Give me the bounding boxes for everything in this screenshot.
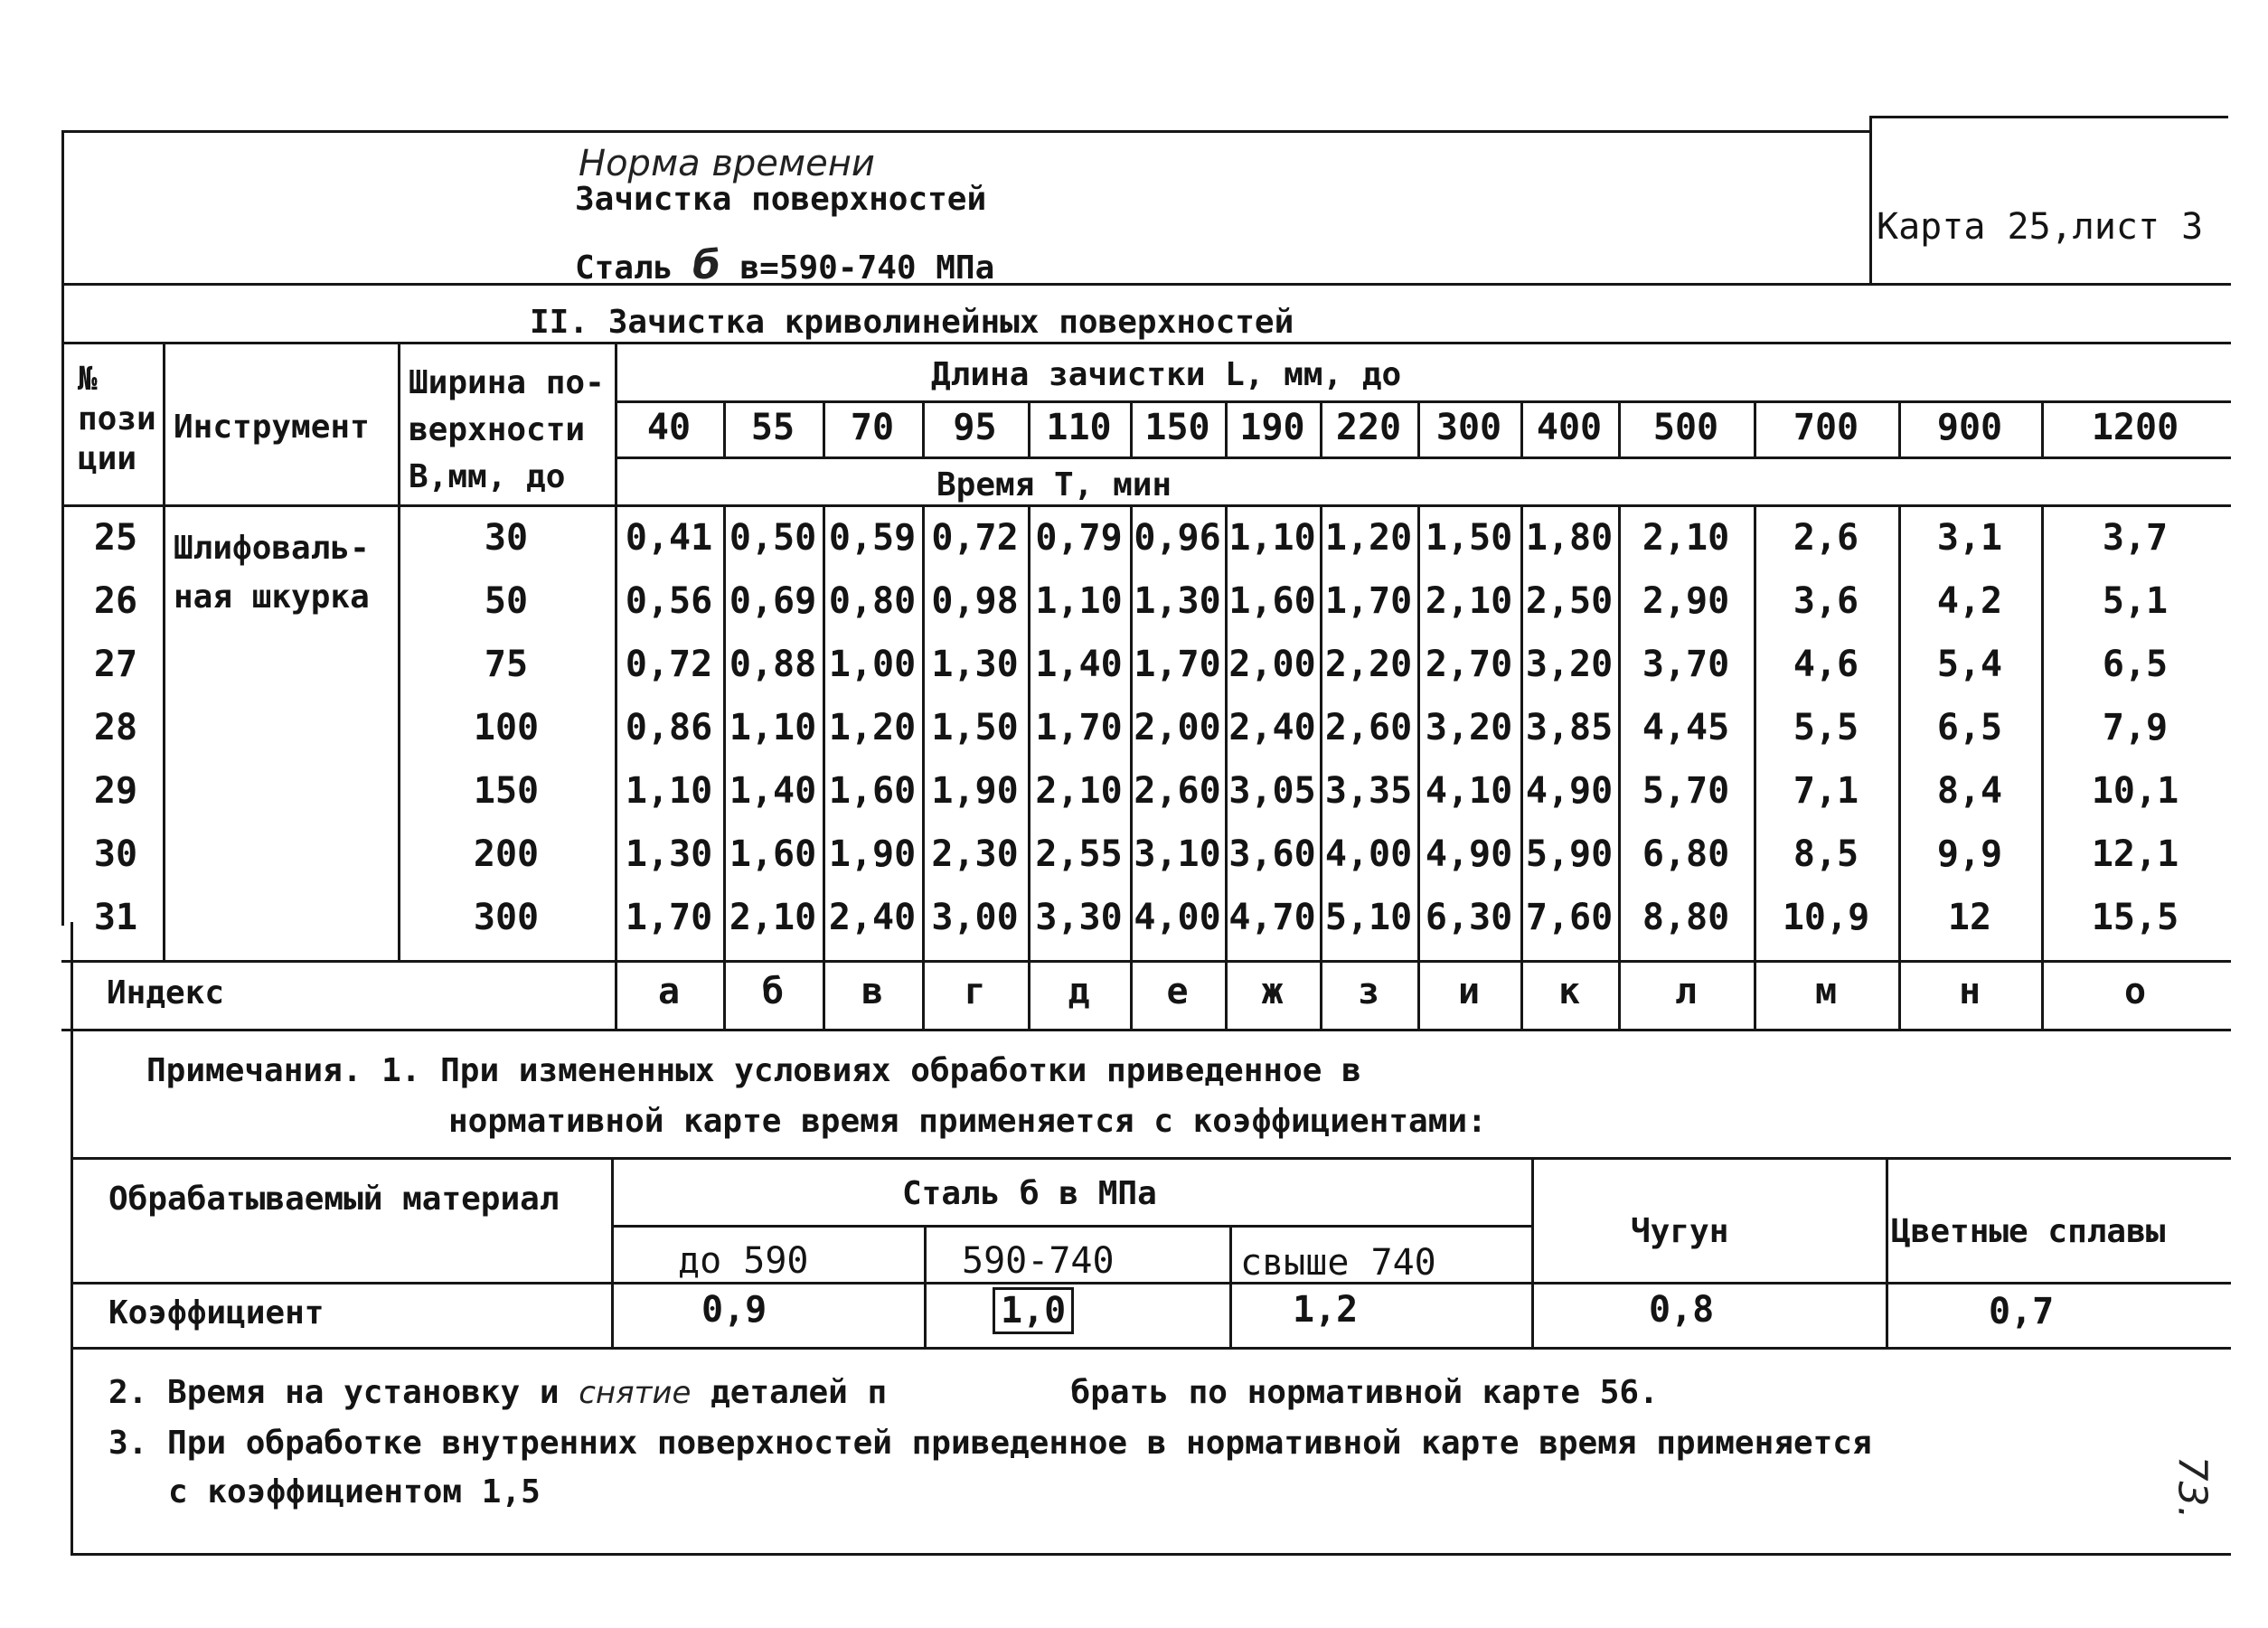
time-value-cell: 4,70 [1228,897,1316,938]
time-value-cell: 3,60 [1228,833,1316,875]
index-cell: д [1068,971,1090,1012]
steel-col-590-740: 590-740 [962,1240,1115,1282]
position-cell: 31 [93,897,138,938]
steel-col-upto-590: до 590 [678,1240,809,1282]
note-2 [108,1374,1659,1411]
steel-col-over-740: свыше 740 [1240,1242,1436,1284]
time-value-cell: 4,45 [1642,707,1730,748]
time-value-cell: 5,1 [2102,580,2169,622]
time-value-cell: 1,10 [625,770,713,812]
note-2-part-c: брать по нормативной карте 56. [1070,1374,1659,1411]
length-header: Длина зачистки L, мм, до [931,356,1402,393]
index-cell: ж [1261,971,1284,1012]
time-value-cell: 2,6 [1793,517,1859,559]
steel-group-header: Сталь б в МПа [902,1175,1157,1212]
time-value-cell: 1,80 [1525,517,1614,559]
time-value-cell: 3,30 [1035,897,1123,938]
time-value-cell: 6,5 [2102,644,2169,685]
time-value-cell: 1,30 [625,833,713,875]
time-value-cell: 3,10 [1134,833,1221,875]
time-value-cell: 1,60 [1228,580,1316,622]
time-value-cell: 5,70 [1642,770,1730,812]
time-value-cell: 1,40 [1035,644,1123,685]
coef-over-740: 1,2 [1293,1289,1359,1331]
length-cell: 700 [1793,407,1859,448]
time-value-cell: 0,41 [625,517,713,559]
time-header: Время Т, мин [936,466,1172,503]
time-value-cell: 1,30 [1134,580,1221,622]
card-reference: Карта 25,лист 3 [1877,206,2204,248]
index-cell: б [761,971,785,1012]
length-cell: 1200 [2091,407,2179,448]
time-value-cell: 0,98 [931,580,1019,622]
length-cell: 110 [1046,407,1112,448]
time-value-cell: 7,1 [1793,770,1859,812]
note-3-line-1: 3. При обработке внутренних поверхностей приведенное в нормативной карте время применяется [108,1425,1872,1462]
length-cell: 40 [646,407,692,448]
time-value-cell: 2,00 [1134,707,1221,748]
index-cell: м [1814,971,1838,1012]
time-value-cell: 0,96 [1134,517,1221,559]
tool-name: Шлифоваль- ная шкурка [174,530,370,616]
time-value-cell: 3,70 [1642,644,1730,685]
index-cell: е [1166,971,1189,1012]
width-cell: 50 [484,580,529,622]
time-value-cell: 3,1 [1936,517,2003,559]
time-value-cell: 1,70 [1324,580,1413,622]
note-1-line-2: нормативной карте время применяется с коэффициентами: [448,1103,1487,1140]
time-value-cell: 1,30 [931,644,1019,685]
coef-nonferrous: 0,7 [1989,1291,2055,1332]
steel-prefix: Сталь [575,249,673,287]
time-value-cell: 0,79 [1035,517,1123,559]
width-cell: 300 [473,897,540,938]
section-title: II. Зачистка криволинейных поверхностей [530,304,1294,341]
width-cell: 100 [473,707,540,748]
time-value-cell: 3,00 [931,897,1019,938]
time-value-cell: 6,5 [1936,707,2003,748]
time-value-cell: 5,90 [1525,833,1614,875]
time-value-cell: 8,5 [1793,833,1859,875]
time-value-cell: 0,88 [729,644,817,685]
time-value-cell: 5,4 [1936,644,2003,685]
index-cell: в [861,971,884,1012]
coef-upto-590: 0,9 [701,1289,767,1331]
time-value-cell: 1,70 [625,897,713,938]
time-value-cell: 1,20 [828,707,917,748]
time-value-cell: 1,90 [931,770,1019,812]
time-value-cell: 5,10 [1324,897,1413,938]
time-value-cell: 3,20 [1525,644,1614,685]
length-cell: 70 [850,407,895,448]
steel-suffix: в=590-740 МПа [739,249,995,287]
note-1-line-1: Примечания. 1. При измененных условиях обработки приведенное в [146,1052,1361,1089]
time-value-cell: 1,50 [931,707,1019,748]
time-value-cell: 1,10 [729,707,817,748]
width-column-header: Ширина по- верхности В,мм, до [409,364,605,495]
tool-column-header: Инструмент [174,409,370,446]
time-value-cell: 10,1 [2091,770,2179,812]
coef-cast-iron: 0,8 [1649,1289,1715,1331]
length-cell: 500 [1652,407,1719,448]
note-3-line-2: с коэффициентом 1,5 [168,1473,541,1510]
time-value-cell: 4,2 [1936,580,2003,622]
time-value-cell: 2,20 [1324,644,1413,685]
time-value-cell: 1,10 [1228,517,1316,559]
time-value-cell: 0,69 [729,580,817,622]
time-value-cell: 4,10 [1425,770,1513,812]
time-value-cell: 2,30 [931,833,1019,875]
length-cell: 300 [1435,407,1502,448]
index-cell: з [1357,971,1380,1012]
time-value-cell: 2,10 [1642,517,1730,559]
index-cell: л [1674,971,1698,1012]
time-value-cell: 1,40 [729,770,817,812]
index-cell: н [1958,971,1981,1012]
nonferrous-header: Цветные сплавы [1891,1213,2166,1250]
coef-590-740: 1,0 [993,1287,1074,1334]
coefficient-label: Коэффициент [108,1294,325,1332]
time-value-cell: 5,5 [1793,707,1859,748]
time-value-cell: 3,20 [1425,707,1513,748]
time-value-cell: 7,9 [2102,707,2169,748]
index-cell: о [2123,971,2147,1012]
position-cell: 28 [93,707,138,748]
note-2-part-a: 2. Время на установку и [108,1374,560,1411]
time-value-cell: 0,56 [625,580,713,622]
sigma-symbol: б [692,242,720,288]
position-cell: 26 [93,580,138,622]
time-value-cell: 4,6 [1793,644,1859,685]
time-value-cell: 3,6 [1793,580,1859,622]
length-cell: 95 [953,407,997,448]
time-value-cell: 6,30 [1425,897,1513,938]
time-value-cell: 1,60 [729,833,817,875]
time-value-cell: 2,90 [1642,580,1730,622]
time-value-cell: 0,80 [828,580,917,622]
note-2-part-b: деталей п [711,1374,888,1411]
position-cell: 27 [93,644,138,685]
time-value-cell: 1,70 [1134,644,1221,685]
width-cell: 200 [473,833,540,875]
length-cell: 900 [1936,407,2003,448]
time-value-cell: 3,85 [1525,707,1614,748]
length-cell: 55 [750,407,795,448]
time-value-cell: 15,5 [2091,897,2179,938]
page-number: 73. [2169,1455,2216,1520]
document-title: Зачистка поверхностей [575,181,987,218]
index-cell: и [1457,971,1481,1012]
position-cell: 30 [93,833,138,875]
time-value-cell: 1,60 [828,770,917,812]
time-value-cell: 4,90 [1525,770,1614,812]
time-value-cell: 2,00 [1228,644,1316,685]
note-2-handwritten: снятие [579,1375,692,1411]
width-cell: 30 [484,517,529,559]
time-value-cell: 2,40 [828,897,917,938]
time-value-cell: 1,90 [828,833,917,875]
time-value-cell: 0,59 [828,517,917,559]
time-value-cell: 0,86 [625,707,713,748]
time-value-cell: 0,72 [625,644,713,685]
time-value-cell: 0,72 [931,517,1019,559]
time-value-cell: 4,00 [1324,833,1413,875]
cast-iron-header: Чугун [1631,1213,1729,1250]
time-value-cell: 2,55 [1035,833,1123,875]
time-value-cell: 12,1 [2091,833,2179,875]
time-value-cell: 8,80 [1642,897,1730,938]
time-value-cell: 1,50 [1425,517,1513,559]
index-cell: к [1557,971,1581,1012]
steel-grade-line [575,242,994,288]
time-value-cell: 0,50 [729,517,817,559]
time-value-cell: 2,70 [1425,644,1513,685]
time-value-cell: 2,60 [1324,707,1413,748]
width-cell: 75 [484,644,529,685]
length-cell: 150 [1144,407,1210,448]
time-value-cell: 2,50 [1525,580,1614,622]
time-value-cell: 2,10 [729,897,817,938]
time-value-cell: 4,00 [1134,897,1221,938]
length-cell: 400 [1536,407,1603,448]
time-value-cell: 6,80 [1642,833,1730,875]
time-value-cell: 1,70 [1035,707,1123,748]
length-cell: 190 [1239,407,1305,448]
time-value-cell: 3,05 [1228,770,1316,812]
time-value-cell: 1,20 [1324,517,1413,559]
time-value-cell: 4,90 [1425,833,1513,875]
time-value-cell: 1,10 [1035,580,1123,622]
time-value-cell: 7,60 [1525,897,1614,938]
position-cell: 25 [93,517,138,559]
time-value-cell: 3,7 [2102,517,2169,559]
time-value-cell: 2,10 [1425,580,1513,622]
position-cell: 29 [93,770,138,812]
handwritten-title: Норма времени [579,143,875,184]
time-value-cell: 2,40 [1228,707,1316,748]
index-label: Индекс [107,974,225,1012]
time-value-cell: 12 [1947,897,1992,938]
index-cell: г [964,971,986,1012]
time-value-cell: 10,9 [1782,897,1870,938]
position-column-header: № пози ции [78,361,156,477]
length-cell: 220 [1335,407,1402,448]
time-value-cell: 3,35 [1324,770,1413,812]
width-cell: 150 [473,770,540,812]
time-value-cell: 1,00 [828,644,917,685]
time-value-cell: 8,4 [1936,770,2003,812]
time-value-cell: 9,9 [1936,833,2003,875]
material-label: Обрабатываемый материал [108,1181,560,1218]
time-value-cell: 2,10 [1035,770,1123,812]
time-value-cell: 2,60 [1134,770,1221,812]
index-cell: а [657,971,681,1012]
